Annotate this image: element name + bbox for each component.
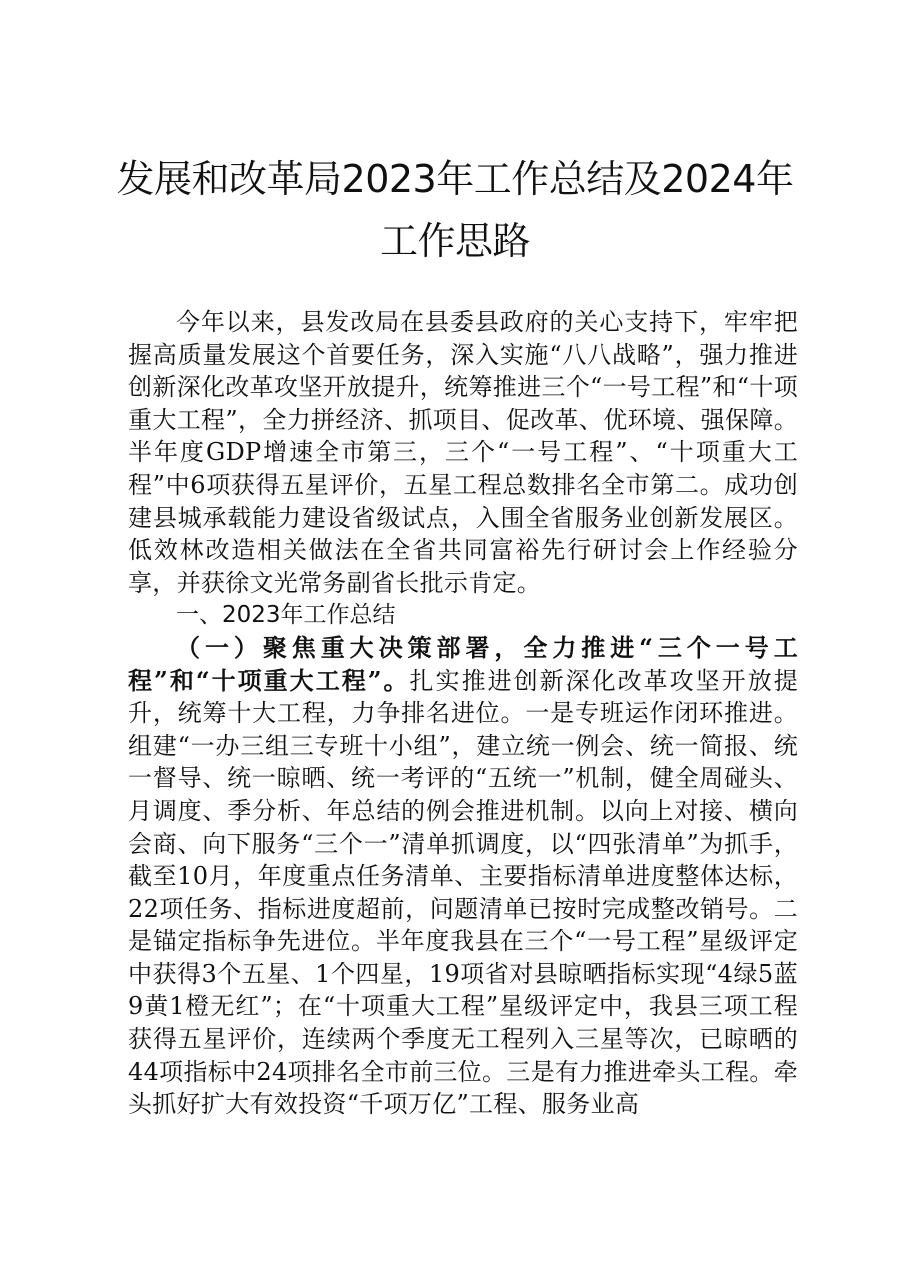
intro-paragraph: 今年以来，县发改局在县委县政府的关心支持下，牢牢把握高质量发展这个首要任务，深入实施“八八战略”，强力推进创新深化改革攻坚开放提升，统筹推进三个“一号工程”和“十项重大工程”，全力拼经济、抓项目、促改革、优环境、强保障。半年度GDP增速全市第三，三个“一号工程”、“十项重大工程”中6项获得五星评价，五星工程总数排名全市第二。成功创建县城承载能力建设省级试点，入围全省服务业创新发展区。低效林改造相关做法在全省共同富裕先行研讨会上作经验分享，并获徐文光常务副省长批示肯定。 — [128, 308, 798, 597]
body-paragraph — [128, 632, 798, 1121]
item-heading: （一）聚焦重大决策部署，全力推进“三个一号工程”和“十项重大工程”。 — [128, 632, 798, 695]
document-body — [128, 306, 798, 1121]
document-title: 发展和改革局2023年工作总结及2024年工作思路 — [116, 157, 794, 263]
section-heading: 一、2023年工作总结 — [176, 602, 396, 629]
item-body: 扎实推进创新深化改革攻坚开放提升，统筹十大工程，力争排名进位。一是专班运作闭环推进。组建“一办三组三专班十小组”，建立统一例会、统一简报、统一督导、统一晾晒、统一考评的“五统一”机制，健全周碰头、月调度、季分析、年总结的例会推进机制。以向上对接、横向会商、向下服务“三个一”清单抓调度，以“四张清单”为抓手，截至10月，年度重点任务清单、主要指标清单进度整体达标，22项任务、指标进度超前，问题清单已按时完成整改销号。二是锚定指标争先进位。半年度我县在三个“一号工程”星级评定中获得3个五星、1个四星，19项省对县晾晒指标实现“4绿5蓝9黄1橙无红”；在“十项重大工程”星级评定中，我县三项工程获得五星评价，连续两个季度无工程列入三星等次，已晾晒的44项指标中24项排名全市前三位。三是有力推进牵头工程。牵头抓好扩大有效投资“千项万亿”工程、服务业高 — [128, 666, 798, 1119]
